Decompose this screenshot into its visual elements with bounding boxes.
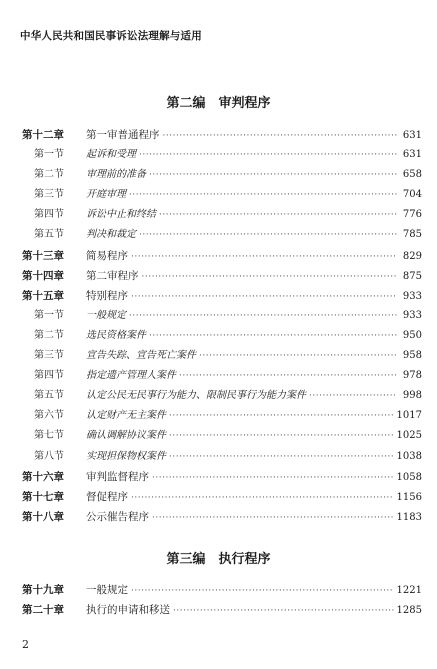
dot-leader (173, 601, 394, 621)
toc-entry-title: 指定遗产管理人案件 (86, 370, 176, 382)
toc-chapter-row[interactable] (20, 286, 422, 306)
toc-entry-title: 实现担保物权案件 (86, 450, 166, 462)
toc-entry-title: 起诉和受理 (86, 149, 136, 161)
toc-section-row[interactable] (20, 447, 422, 467)
toc-entry (86, 487, 422, 508)
toc-entry-page: 1017 (396, 410, 422, 422)
toc-entry-number: 第一节 (34, 309, 64, 321)
toc-entry-title: 特别程序 (86, 289, 128, 302)
toc-entry-page: 829 (402, 250, 422, 262)
dot-leader (139, 145, 397, 165)
toc-entry (86, 346, 422, 366)
page-number: 2 (22, 638, 29, 651)
toc-entry (86, 145, 422, 165)
toc-entry-page: 950 (402, 329, 422, 341)
dot-leader (131, 247, 397, 267)
toc-chapter-row[interactable] (20, 246, 422, 266)
dot-leader (169, 426, 394, 446)
toc-entry-number: 第四节 (34, 209, 64, 221)
toc-entry-page: 776 (402, 209, 422, 221)
toc-entry (86, 246, 422, 267)
dot-leader (149, 326, 397, 346)
toc-entry-number: 第十七章 (22, 490, 64, 503)
toc-entry (86, 366, 422, 386)
toc-entry (86, 185, 422, 205)
toc-entry-page: 631 (402, 130, 422, 141)
toc-entry (86, 600, 422, 621)
toc-entry-number: 第五节 (34, 229, 64, 241)
toc-entry-page: 1285 (396, 605, 422, 617)
toc-section-row[interactable] (20, 205, 422, 225)
toc-entry-page: 933 (402, 309, 422, 321)
toc-entry-page: 933 (402, 290, 422, 302)
toc-entry-page: 998 (402, 390, 422, 402)
part-title-2: 第二编 审判程序 (166, 96, 271, 111)
toc-section-row[interactable] (20, 346, 422, 366)
dot-leader (199, 346, 397, 366)
toc-chapter-row[interactable] (20, 600, 422, 620)
toc-entry-title: 执行的申请和移送 (86, 604, 170, 617)
toc-entry-number: 第十三章 (22, 249, 64, 262)
toc-entry-title: 诉讼中止和终结 (86, 209, 156, 221)
toc-section-row[interactable] (20, 406, 422, 426)
toc-list-part-3 (20, 580, 422, 620)
toc-entry-title: 审判监督程序 (86, 470, 149, 483)
toc-entry-title: 判决和裁定 (86, 229, 136, 241)
dot-leader (131, 581, 394, 601)
toc-entry-title: 第一审普通程序 (86, 129, 160, 141)
toc-entry (86, 165, 422, 185)
toc-entry-title: 选民资格案件 (86, 329, 146, 341)
toc-entry-number: 第三节 (34, 350, 64, 362)
toc-entry-number: 第十八章 (22, 510, 64, 523)
toc-entry-number: 第五节 (34, 390, 64, 402)
toc-entry-number: 第二节 (34, 329, 64, 341)
dot-leader (139, 225, 397, 245)
toc-entry-number: 第三节 (34, 189, 64, 201)
dot-leader (129, 306, 397, 326)
dot-leader (159, 205, 397, 225)
toc-entry (86, 447, 422, 467)
dot-leader (142, 267, 398, 287)
toc-chapter-row[interactable] (20, 580, 422, 600)
toc-entry-title: 公示催告程序 (86, 510, 149, 523)
dot-leader (152, 468, 394, 488)
dot-leader (169, 406, 394, 426)
toc-entry-number: 第十九章 (22, 584, 64, 596)
toc-section-row[interactable] (20, 145, 422, 165)
toc-chapter-row[interactable] (20, 266, 422, 286)
dot-leader (131, 488, 394, 508)
toc-entry (86, 467, 422, 488)
toc-entry (86, 125, 422, 146)
toc-section-row[interactable] (20, 386, 422, 406)
toc-entry-title: 督促程序 (86, 490, 128, 503)
toc-section-row[interactable] (20, 185, 422, 205)
toc-section-row[interactable] (20, 225, 422, 245)
toc-entry-page: 785 (402, 229, 422, 241)
toc-entry-title: 认定公民无民事行为能力、限制民事行为能力案件 (86, 390, 306, 402)
toc-entry (86, 286, 422, 307)
dot-leader (131, 287, 397, 307)
toc-entry-number: 第六节 (34, 410, 64, 422)
toc-entry-number: 第十五章 (22, 289, 64, 302)
toc-chapter-row[interactable] (20, 125, 422, 145)
toc-entry-title: 确认调解协议案件 (86, 430, 166, 442)
toc-chapter-row[interactable] (20, 467, 422, 487)
toc-entry (86, 580, 422, 601)
toc-entry (86, 386, 422, 406)
toc-entry-number: 第一节 (34, 149, 64, 161)
toc-entry (86, 225, 422, 245)
toc-entry-title: 审理前的准备 (86, 169, 146, 181)
dot-leader (309, 386, 397, 406)
toc-entry-title: 一般规定 (86, 584, 128, 596)
toc-entry-number: 第二节 (34, 169, 64, 181)
toc-section-row[interactable] (20, 326, 422, 346)
toc-entry-page: 875 (402, 270, 422, 282)
toc-chapter-row[interactable] (20, 487, 422, 507)
toc-entry (86, 326, 422, 346)
running-head: 中华人民共和国民事诉讼法理解与适用 (20, 30, 202, 42)
toc-entry-page: 1038 (396, 450, 422, 462)
toc-entry-page: 1058 (396, 471, 422, 483)
part-title-3: 第三编 执行程序 (166, 552, 271, 567)
toc-entry-number: 第十六章 (22, 470, 64, 483)
toc-section-row[interactable] (20, 366, 422, 386)
toc-entry-number: 第八节 (34, 450, 64, 462)
toc-entry-title: 宣告失踪、宣告死亡案件 (86, 350, 196, 362)
toc-entry-title: 简易程序 (86, 249, 128, 262)
toc-chapter-row[interactable] (20, 507, 422, 527)
toc-list-part-2 (20, 125, 422, 527)
toc-entry-number: 第七节 (34, 430, 64, 442)
toc-entry-page: 704 (402, 189, 422, 201)
toc-entry-title: 一般规定 (86, 309, 126, 321)
toc-entry-number: 第四节 (34, 370, 64, 382)
toc-entry-title: 认定财产无主案件 (86, 410, 166, 422)
toc-entry-page: 1221 (396, 585, 422, 596)
dot-leader (152, 508, 394, 528)
toc-entry (86, 426, 422, 446)
toc-entry-page: 1183 (396, 511, 422, 523)
dot-leader (169, 447, 394, 467)
toc-entry (86, 266, 422, 287)
toc-section-row[interactable] (20, 426, 422, 446)
dot-leader (129, 185, 397, 205)
toc-entry-page: 1156 (396, 491, 422, 503)
toc-entry-page: 631 (402, 149, 422, 161)
toc-entry (86, 406, 422, 426)
toc-entry-page: 1025 (396, 430, 422, 442)
toc-entry-number: 第十二章 (22, 129, 64, 141)
toc-entry-page: 958 (402, 350, 422, 362)
dot-leader (179, 366, 397, 386)
toc-entry-title: 第二审程序 (86, 269, 139, 282)
toc-entry-page: 978 (402, 370, 422, 382)
toc-entry-number: 第二十章 (22, 604, 64, 617)
toc-section-row[interactable] (20, 165, 422, 185)
toc-entry-title: 开庭审理 (86, 189, 126, 201)
toc-entry-number: 第十四章 (22, 269, 64, 282)
toc-entry (86, 507, 422, 528)
toc-section-row[interactable] (20, 306, 422, 326)
toc-entry (86, 205, 422, 225)
dot-leader (163, 126, 398, 146)
toc-entry (86, 306, 422, 326)
toc-entry-page: 658 (402, 169, 422, 181)
dot-leader (149, 165, 397, 185)
